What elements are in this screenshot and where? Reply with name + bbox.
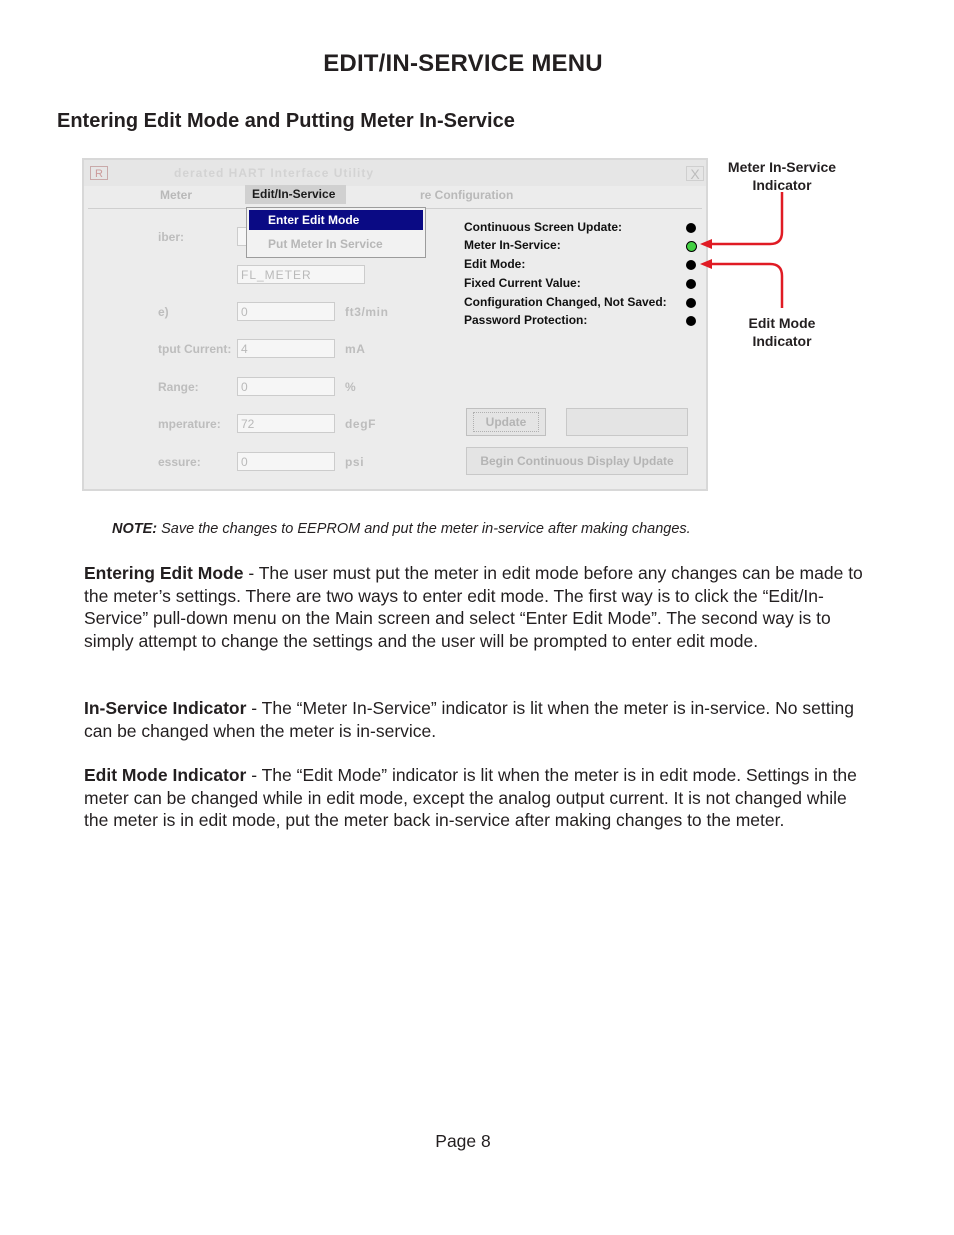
callout-meter-in-service-line2: Indicator	[752, 177, 812, 193]
paragraph-entering-edit-mode	[84, 562, 874, 652]
edit-mode-arrowhead-icon	[700, 259, 712, 269]
app-window-screenshot	[82, 158, 708, 491]
field-label-flow: e)	[158, 305, 169, 319]
status-label-continuous-update: Continuous Screen Update:	[464, 220, 623, 234]
field-input-pressure[interactable]: 0	[237, 452, 335, 471]
menu-edit-in-service[interactable]: Edit/In-Service	[245, 185, 346, 204]
note	[112, 521, 691, 537]
update-button[interactable]	[466, 408, 546, 436]
callout-meter-in-service	[722, 158, 842, 194]
field-input-range[interactable]: 0	[237, 377, 335, 396]
field-unit-pressure: psi	[345, 455, 365, 469]
paragraph-text: - The “Edit Mode” indicator is lit when the meter is in edit mode. Settings in the meter can be changed while in edit mode, except the analog output current. It is not changed while the meter is in edit mode, put the meter back in-service after making changes to the meter.	[84, 765, 857, 831]
field-label-number: iber:	[158, 230, 185, 244]
note-text: Save the changes to EEPROM and put the meter in-service after making changes.	[157, 521, 691, 537]
field-input-tag[interactable]: FL_METER	[237, 265, 365, 284]
field-input-output-current[interactable]: 4	[237, 339, 335, 358]
status-label-edit-mode: Edit Mode:	[464, 257, 526, 271]
note-label: NOTE:	[112, 521, 158, 537]
page-title: EDIT/IN-SERVICE MENU	[323, 50, 603, 77]
page-number: Page 8	[435, 1131, 491, 1151]
callout-edit-mode	[722, 314, 842, 350]
in-service-arrowhead-icon	[700, 239, 712, 249]
in-service-arrow-line	[706, 192, 782, 244]
field-unit-temperature: degF	[345, 417, 377, 431]
paragraph-term: In-Service Indicator	[84, 698, 247, 718]
field-unit-range: %	[345, 380, 357, 394]
edit-mode-arrow-line	[706, 264, 782, 308]
field-input-flow[interactable]: 0	[237, 302, 335, 321]
app-logo-icon: R	[90, 166, 108, 180]
menu-item-enter-edit-mode[interactable]: Enter Edit Mode	[249, 210, 423, 230]
window-title: derated HART Interface Utility	[174, 166, 375, 180]
field-label-output-current: tput Current:	[158, 342, 232, 356]
paragraph-in-service-indicator	[84, 697, 874, 742]
status-label-meter-in-service: Meter In-Service:	[464, 238, 561, 252]
field-label-pressure: essure:	[158, 455, 201, 469]
menu-item-put-meter-in-service[interactable]: Put Meter In Service	[268, 237, 383, 251]
callout-edit-mode-line1: Edit Mode	[748, 315, 816, 331]
field-label-temperature: mperature:	[158, 417, 221, 431]
menu-meter[interactable]: Meter	[160, 188, 193, 202]
section-heading: Entering Edit Mode and Putting Meter In-Service	[57, 110, 515, 132]
update-button-label: Update	[473, 412, 540, 432]
close-icon[interactable]: X	[686, 166, 704, 181]
callout-edit-mode-line2: Indicator	[752, 333, 812, 349]
window-titlebar	[84, 160, 706, 186]
field-label-range: Range:	[158, 380, 199, 394]
field-unit-flow: ft3/min	[345, 305, 389, 319]
paragraph-text: - The “Meter In-Service” indicator is lit when the meter is in-service. No setting can be changed when the meter is in-service.	[84, 698, 854, 741]
status-label-fixed-current: Fixed Current Value:	[464, 276, 581, 290]
status-label-password-protection: Password Protection:	[464, 313, 588, 327]
field-input-temperature[interactable]: 72	[237, 414, 335, 433]
paragraph-edit-mode-indicator	[84, 764, 874, 832]
field-unit-output-current: mA	[345, 342, 366, 356]
status-label-config-changed: Configuration Changed, Not Saved:	[464, 295, 667, 309]
paragraph-text: - The user must put the meter in edit mode before any changes can be made to the meter’s settings. There are two ways to enter edit mode. The first way is to click the “Edit/In-Service” pull-down menu on the Main screen and select “Enter Edit Mode”. The second way is to simply attempt to change the settings and the user will be prompted to enter edit mode.	[84, 563, 863, 651]
paragraph-term: Edit Mode Indicator	[84, 765, 247, 785]
begin-continuous-update-button[interactable]: Begin Continuous Display Update	[466, 447, 688, 475]
callout-meter-in-service-line1: Meter In-Service	[727, 159, 837, 175]
callout-arrows	[690, 190, 800, 320]
blank-button[interactable]	[566, 408, 688, 436]
menu-configuration[interactable]: re Configuration	[420, 188, 514, 202]
paragraph-term: Entering Edit Mode	[84, 563, 244, 583]
edit-in-service-dropdown	[246, 207, 426, 258]
